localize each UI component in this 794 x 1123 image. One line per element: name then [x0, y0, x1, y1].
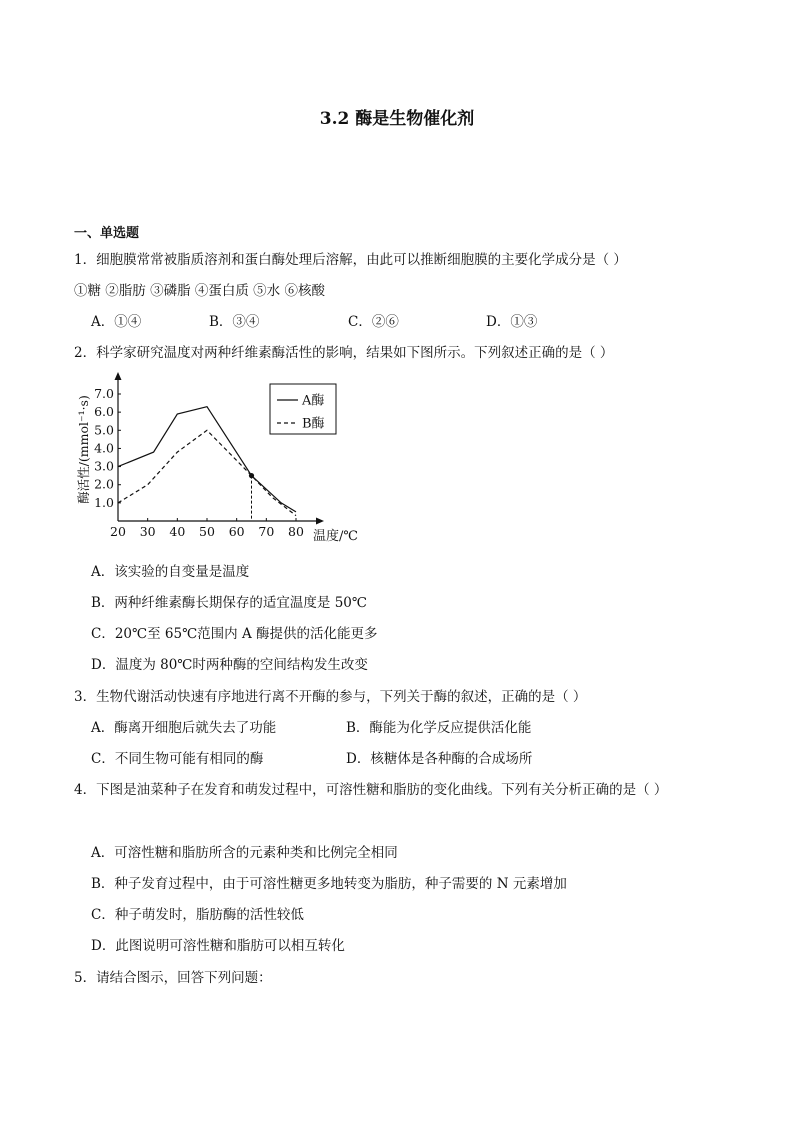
y-tick-label: 3.0	[94, 458, 114, 474]
question-3-option-d: D．核糖体是各种酶的合成场所	[346, 751, 533, 767]
question-4-option-a: A．可溶性糖和脂肪所含的元素种类和比例完全相同	[91, 845, 398, 861]
question-2-stem: 2．科学家研究温度对两种纤维素酶活性的影响，结果如下图所示。下列叙述正确的是（ ）	[74, 345, 614, 361]
x-tick-label: 20	[110, 524, 126, 539]
x-tick-label: 30	[139, 524, 156, 539]
y-tick-label: 2.0	[94, 476, 114, 492]
question-3-option-b: B．酶能为化学反应提供活化能	[346, 720, 532, 736]
intersection-point	[249, 473, 254, 478]
question-2-option-b: B．两种纤维素酶长期保存的适宜温度是 50℃	[91, 595, 367, 611]
y-axis-arrow	[115, 372, 122, 380]
y-tick-label: 1.0	[94, 494, 114, 510]
chart-series	[118, 407, 296, 521]
series-line-b	[118, 430, 296, 515]
question-4-option-d: D．此图说明可溶性糖和脂肪可以相互转化	[91, 938, 345, 954]
x-tick-label: 80	[288, 524, 304, 539]
question-4-option-c: C．种子萌发时，脂肪酶的活性较低	[91, 907, 304, 923]
y-tick-label: 6.0	[94, 404, 114, 420]
y-tick-label: 4.0	[94, 440, 114, 456]
question-1-option-c: C．②⑥	[348, 314, 399, 330]
question-2-option-c: C．20℃至 65℃范围内 A 酶提供的活化能更多	[91, 626, 378, 642]
question-5-stem: 5．请结合图示，回答下列问题：	[74, 970, 272, 986]
x-tick-label: 50	[199, 524, 215, 539]
x-tick-label: 70	[258, 524, 275, 539]
question-1-items: ①糖 ②脂肪 ③磷脂 ④蛋白质 ⑤水 ⑥核酸	[74, 283, 325, 299]
series-line-a	[118, 407, 296, 512]
x-axis-arrow	[316, 518, 324, 525]
question-1-option-d: D．①③	[486, 314, 538, 330]
question-1-option-b: B．③④	[209, 314, 260, 330]
y-tick-label: 7.0	[94, 386, 114, 401]
legend-label-b: B酶	[302, 416, 325, 432]
question-3-option-c: C．不同生物可能有相同的酶	[91, 751, 264, 767]
y-tick-label: 5.0	[94, 422, 114, 438]
question-3-stem: 3．生物代谢活动快速有序地进行离不开酶的参与，下列关于酶的叙述，正确的是（ ）	[74, 689, 587, 705]
enzyme-activity-chart	[72, 368, 372, 548]
question-3-option-a: A．酶离开细胞后就失去了功能	[91, 720, 277, 736]
question-2-option-a: A．该实验的自变量是温度	[91, 564, 250, 580]
x-tick-label: 60	[228, 524, 245, 539]
question-2-option-d: D．温度为 80℃时两种酶的空间结构发生改变	[91, 657, 368, 673]
question-1-option-a: A．①④	[91, 314, 142, 330]
question-1-stem: 1．细胞膜常常被脂质溶剂和蛋白酶处理后溶解，由此可以推断细胞膜的主要化学成分是（ ）	[74, 252, 627, 268]
y-axis-label: 酶活性/(mmol⁻¹·s)	[76, 395, 91, 504]
question-4-stem: 4．下图是油菜种子在发育和萌发过程中，可溶性糖和脂肪的变化曲线。下列有关分析正确的是（ ）	[74, 782, 668, 798]
x-tick-label: 40	[169, 524, 186, 539]
legend-label-a: A酶	[302, 393, 325, 409]
chart-legend	[270, 384, 336, 434]
section-heading: 一、单选题	[74, 226, 140, 241]
x-axis-label: 温度/℃	[313, 529, 358, 544]
page-title: 3.2 酶是生物催化剂	[319, 109, 475, 129]
question-4-option-b: B．种子发育过程中，由于可溶性糖更多地转变为脂肪，种子需要的 N 元素增加	[91, 876, 567, 892]
